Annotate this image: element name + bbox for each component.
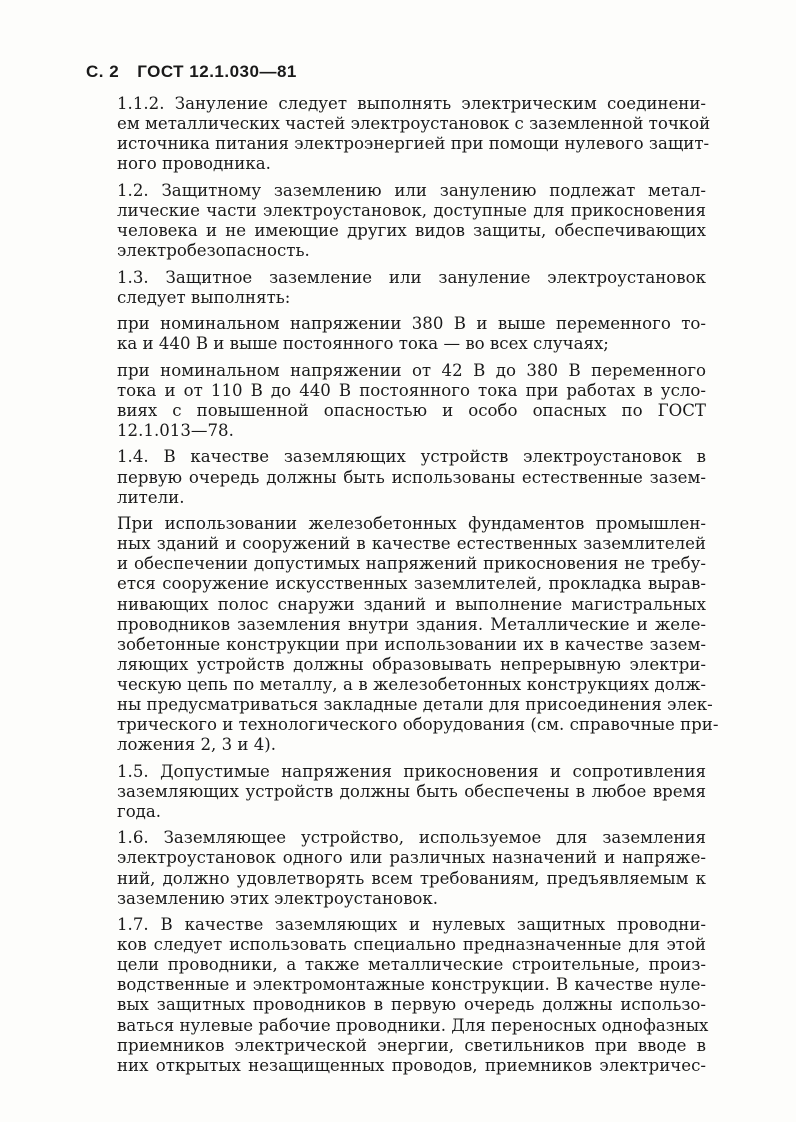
text-line: нивающих полос снаружи зданий и выполнение магистральных — [117, 594, 706, 614]
text-line: лические части электроустановок, доступные для прикосновения — [117, 200, 706, 220]
text-line: трического и технологического оборудования (см. справочные при- — [117, 715, 719, 735]
text-line: 12.1.013—78. — [117, 420, 234, 440]
paragraph — [84, 361, 706, 441]
text-line: приемников электрической энергии, светильников при вводе в — [117, 1035, 706, 1055]
text-line: ляющих устройств должны образовывать непрерывную электри- — [117, 654, 706, 674]
page-number: С. 2 — [86, 62, 120, 81]
text-line: виях с повышенной опасностью и особо опасных по ГОСТ — [117, 400, 706, 420]
paragraph — [84, 915, 709, 1076]
text-line: ваться нулевые рабочие проводники. Для переносных однофазных — [117, 1015, 709, 1035]
text-line: ческую цепь по металлу, а в железобетонных конструкциях долж- — [117, 674, 706, 694]
paragraph — [84, 314, 706, 354]
text-line: При использовании железобетонных фундаментов промышлен- — [117, 514, 706, 534]
text-line: 1.2. Защитному заземлению или занулению подлежат метал- — [117, 180, 706, 200]
paragraph — [84, 828, 706, 908]
text-line: проводников заземления внутри здания. Металлические и желе- — [117, 614, 706, 634]
text-line: ков следует использовать специально предназначенные для этой — [117, 935, 706, 955]
text-line: ем металлических частей электроустановок с заземленной точкой — [117, 114, 711, 134]
text-line: заземлению этих электроустановок. — [117, 888, 439, 908]
text-line: электробезопасность. — [117, 241, 310, 261]
text-line: при номинальном напряжении от 42 В до 380 В переменного — [117, 360, 706, 380]
paragraph — [84, 447, 706, 507]
text-line: ны предусматриваться закладные детали для присоединения элек- — [117, 694, 713, 714]
text-line: первую очередь должны быть использованы естественные зазем- — [117, 467, 706, 487]
text-line: вых защитных проводников в первую очередь должны использо- — [117, 995, 706, 1015]
paragraph — [84, 514, 719, 755]
text-line: заземляющих устройств должны быть обеспечены в любое время — [117, 781, 706, 801]
text-line: электроустановок одного или различных назначений и напряже- — [117, 848, 706, 868]
text-line: ка и 440 В и выше постоянного тока — во всех случаях; — [117, 334, 609, 354]
text-line: и обеспечении допустимых напряжений прикосновения не требу- — [117, 554, 706, 574]
document-body — [84, 94, 719, 1082]
text-line: ного проводника. — [117, 154, 271, 174]
text-line: 1.1.2. Зануление следует выполнять электрическим соединени- — [117, 94, 706, 113]
text-line: при номинальном напряжении 380 В и выше переменного то- — [117, 314, 706, 334]
text-line: 1.7. В качестве заземляющих и нулевых защитных проводни- — [117, 915, 706, 935]
text-line: 1.3. Защитное заземление или зануление электроустановок — [117, 267, 706, 287]
text-line: ложения 2, 3 и 4). — [117, 735, 277, 755]
standard-designation: ГОСТ 12.1.030—81 — [137, 62, 297, 81]
text-line: 1.4. В качестве заземляющих устройств электроустановок в — [117, 447, 706, 467]
text-line: человека и не имеющие других видов защиты, обеспечивающих — [117, 220, 706, 240]
text-line: источника питания электроэнергией при помощи нулевого защит- — [117, 134, 710, 154]
paragraph — [84, 268, 706, 308]
text-line: года. — [117, 801, 162, 821]
running-header — [86, 62, 297, 82]
text-line: 1.5. Допустимые напряжения прикосновения и сопротивления — [117, 761, 706, 781]
text-line: ных зданий и сооружений в качестве естественных заземлителей — [117, 534, 706, 554]
paragraph — [84, 181, 706, 261]
text-line: них открытых незащищенных проводов, приемников электричес- — [117, 1055, 706, 1075]
text-line: ется сооружение искусственных заземлителей, прокладка вырав- — [117, 574, 706, 594]
text-line: лители. — [117, 487, 185, 507]
text-line: цели проводники, а также металлические строительные, произ- — [117, 955, 706, 975]
paragraph — [84, 762, 706, 822]
text-line: тока и от 110 В до 440 В постоянного тока при работах в усло- — [117, 380, 706, 400]
text-line: ний, должно удовлетворять всем требованиям, предъявляемым к — [117, 868, 706, 888]
text-line: следует выполнять: — [117, 287, 291, 307]
text-line: водственные и электромонтажные конструкции. В качестве нуле- — [117, 975, 706, 995]
text-line: 1.6. Заземляющее устройство, используемое для заземления — [117, 828, 706, 848]
paragraph — [84, 94, 711, 174]
text-line: зобетонные конструкции при использовании их в качестве зазем- — [117, 634, 706, 654]
